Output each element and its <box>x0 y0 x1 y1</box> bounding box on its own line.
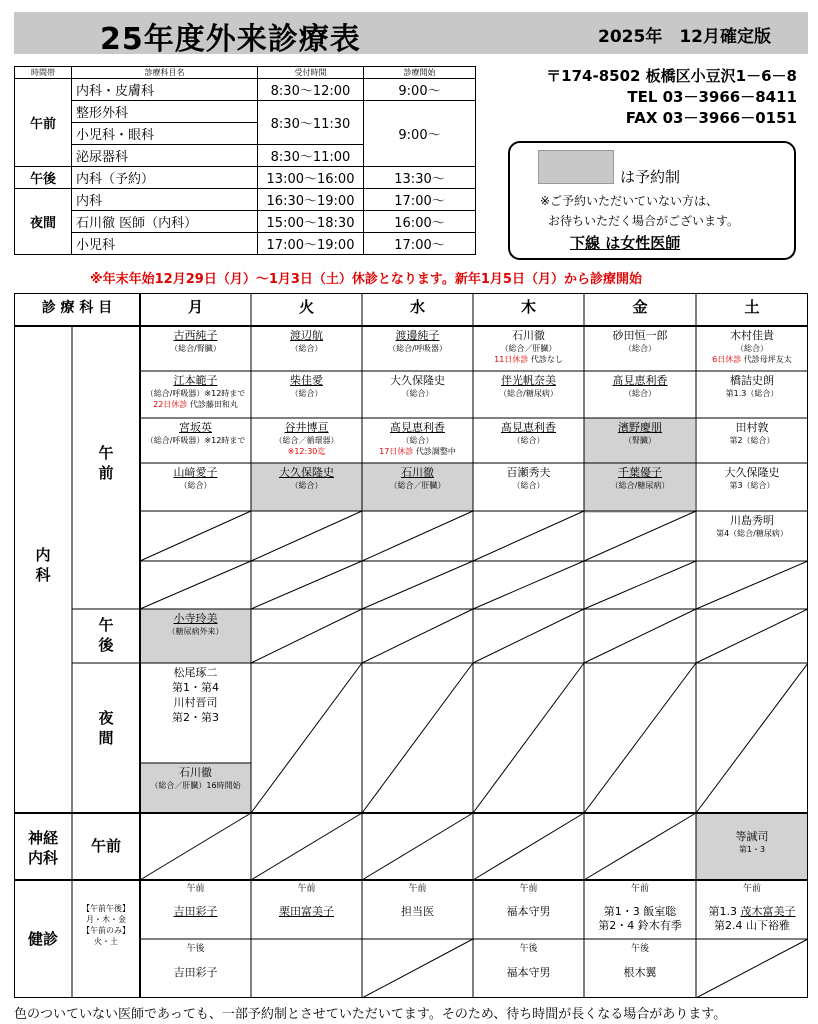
kenshin-doctor: 第1・3 飯室聡 第2・4 鈴木有季 <box>598 905 682 932</box>
footer-note: 色のついていない医師であっても、一部予約制とさせていただいてます。そのため、待ち時間が長くなる場合があります。 <box>14 1007 727 1022</box>
hours-dept: 内科（予約） <box>72 167 258 189</box>
address-fax: FAX 03－3966－0151 <box>625 109 797 127</box>
doctor-cell: 百瀬秀夫 （総合） <box>506 466 551 490</box>
grid-line <box>696 609 808 663</box>
doctor-cell: 千葉優子 （総合/糖尿病） <box>610 466 670 490</box>
doctor-cell: 渡邊純子 （総合/呼吸器） <box>388 329 447 353</box>
address-zip: 〒174-8502 板橋区小豆沢1－6－8 <box>546 67 797 85</box>
hours-start: 13:30～ <box>364 167 476 189</box>
doctor-cell: 大久保隆史 （総合） <box>390 374 445 398</box>
hours-header: 受付時間 <box>258 67 364 79</box>
grid-line <box>140 813 251 880</box>
day-header: 水 <box>409 298 425 316</box>
kenshin-doctor: 吉田彩子 <box>173 966 218 979</box>
kenshin-doctor: 根木翼 <box>623 966 657 979</box>
reservation-note: お待ちいただく場合がございます。 <box>548 214 740 228</box>
grid-line <box>584 511 696 561</box>
doctor-cell: 石川徹 （総合／肝臓） <box>389 466 446 490</box>
hours-time: 13:00～16:00 <box>258 167 364 189</box>
kenshin-am-label: 午前 <box>519 884 538 894</box>
grid-line <box>584 561 696 609</box>
grid-line <box>140 511 251 561</box>
hours-table <box>14 66 476 255</box>
kenshin-note: 【午前午後】 月・木・金 【午前のみ】 火・土 <box>82 904 130 946</box>
grid-line <box>251 609 362 663</box>
grid-line <box>140 561 251 609</box>
kenshin-am-label: 午前 <box>630 884 649 894</box>
hours-time: 16:30～19:00 <box>258 189 364 211</box>
hours-dept: 小児科・眼科 <box>72 123 258 145</box>
kenshin-am-label: 午前 <box>297 884 316 894</box>
doctor-cell: 濱野慶朋 （腎臓） <box>618 421 662 445</box>
day-header: 火 <box>298 298 314 316</box>
hours-dept: 内科 <box>72 189 258 211</box>
grid-line <box>251 561 362 609</box>
kenshin-am-label: 午前 <box>186 884 205 894</box>
reservation-note: ※ご予約いただいていない方は、 <box>540 194 719 208</box>
kenshin-doctor: 吉田彩子 <box>173 905 218 918</box>
doctor-cell: 松尾琢二 第1・第4 川村晋司 第2・第3 <box>172 666 219 724</box>
grid-line <box>362 663 473 813</box>
day-header: 木 <box>520 298 536 316</box>
period-pm-label: 午 後 <box>98 616 114 654</box>
doctor-cell: 髙見恵利香 （総合） <box>501 421 556 445</box>
doctor-cell: 伴光帆奈美 （総合/糖尿病） <box>499 374 558 398</box>
doctor-cell: 渡辺航 （総合） <box>290 329 323 353</box>
doctor-cell: 山﨑愛子 （総合） <box>173 466 218 490</box>
doctor-cell: 髙見恵利香 （総合） 17日休診 代診調整中 <box>379 421 456 456</box>
doctor-cell: 田村敦 第2（総合） <box>729 421 775 445</box>
kenshin-pm-label: 午後 <box>186 944 205 954</box>
doctor-cell: 江本範子 （総合/呼吸器）※12時まで 22日休診 代診藤田和丸 <box>145 374 246 409</box>
kenshin-am-label: 午前 <box>742 884 761 894</box>
period-am: 午前 <box>15 79 72 167</box>
kenshin-doctor: 福本守男 <box>506 966 551 979</box>
grid-line <box>251 511 362 561</box>
grid-line <box>473 609 584 663</box>
grid-line <box>362 813 473 880</box>
doctor-cell: 柴佳愛 （総合） <box>290 374 323 398</box>
doctor-cell: 髙見恵利香 （総合） <box>612 374 668 398</box>
grid-line <box>584 663 696 813</box>
grid-line <box>362 609 473 663</box>
doctor-cell: 小寺玲美 （糖尿病外来） <box>167 612 224 636</box>
grid-line <box>584 813 696 880</box>
hours-header: 時間帯 <box>15 67 72 79</box>
doctor-cell: 砂田恒一郎 （総合） <box>612 329 668 353</box>
doctor-cell: 石川徹 （総合／肝臓）16時開始 <box>150 766 241 790</box>
kenshin-pm-label: 午後 <box>630 944 649 954</box>
grid-line <box>362 561 473 609</box>
address-tel: TEL 03－3966－8411 <box>627 88 797 106</box>
hours-time: 8:30～11:00 <box>258 145 364 167</box>
hours-time: 8:30～11:30 <box>258 101 364 145</box>
holiday-notice: ※年末年始12月29日（月）～1月3日（土）休診となります。新年1月5日（月）から診療開始 <box>90 272 642 287</box>
doctor-cell: 石川徹 （総合／肝臓） 11日休診 代診なし <box>494 329 563 364</box>
section-internal: 内 科 <box>35 546 51 584</box>
hours-start: 17:00～ <box>364 189 476 211</box>
hours-start: 17:00～ <box>364 233 476 255</box>
hours-start: 9:00～ <box>364 79 476 101</box>
day-header: 月 <box>187 298 203 316</box>
neuro-am-label: 午前 <box>90 837 121 855</box>
hours-dept: 小児科 <box>72 233 258 255</box>
kenshin-doctor: 第1.3 茂木富美子 第2.4 山下裕雅 <box>708 905 796 932</box>
edition-label: 2025年 12月確定版 <box>598 27 771 47</box>
doctor-cell: 古西純子 （総合/腎臓） <box>170 329 221 353</box>
doctor-cell: 川島秀明 第4（総合/糖尿病） <box>716 514 788 538</box>
reservation-label: は予約制 <box>620 168 681 186</box>
doctor-cell: 木村佳貴 （総合） 6日休診 代診母坪友太 <box>712 329 792 364</box>
grid-line <box>362 939 473 998</box>
grid-line <box>473 561 584 609</box>
hours-time: 8:30～12:00 <box>258 79 364 101</box>
grid-line <box>696 663 808 813</box>
hours-header: 診療科目名 <box>72 67 258 79</box>
section-kenshin: 健診 <box>27 930 58 948</box>
grid-line <box>251 813 362 880</box>
period-am-label: 午 前 <box>98 444 114 482</box>
hours-header: 診療開始 <box>364 67 476 79</box>
day-header: 金 <box>632 298 648 316</box>
address-block <box>532 66 797 129</box>
grid-line <box>473 511 584 561</box>
grid-line <box>473 813 584 880</box>
doctor-cell: 等誠司 第1・3 <box>735 830 769 854</box>
grid-line <box>362 511 473 561</box>
period-pm: 午後 <box>15 167 72 189</box>
hours-dept: 泌尿器科 <box>72 145 258 167</box>
day-header: 土 <box>744 298 760 316</box>
hours-time: 17:00～19:00 <box>258 233 364 255</box>
doctor-cell: 大久保隆史 第3（総合） <box>724 466 780 490</box>
hours-dept: 石川徹 医師（内科） <box>72 211 258 233</box>
kenshin-doctor: 栗田富美子 <box>279 905 334 918</box>
section-neuro: 神経 内科 <box>27 829 58 867</box>
kenshin-pm-label: 午後 <box>519 944 538 954</box>
grid-line <box>696 939 808 998</box>
period-night-label: 夜 間 <box>98 709 114 747</box>
grid-line <box>251 663 362 813</box>
kenshin-doctor: 担当医 <box>401 905 434 918</box>
hours-start: 16:00～ <box>364 211 476 233</box>
doctor-cell: 橋詰史朗 第1.3（総合） <box>725 374 779 398</box>
grid-line <box>473 663 584 813</box>
grid-line <box>584 609 696 663</box>
hours-time: 15:00～18:30 <box>258 211 364 233</box>
period-night: 夜間 <box>15 189 72 255</box>
hours-start: 9:00～ <box>364 101 476 167</box>
reservation-swatch <box>538 150 614 184</box>
hours-dept: 内科・皮膚科 <box>72 79 258 101</box>
hours-dept: 整形外科 <box>72 101 258 123</box>
kenshin-doctor: 福本守男 <box>506 905 551 918</box>
grid-line <box>696 561 808 609</box>
female-doctor-legend: 下線 は女性医師 <box>570 234 681 252</box>
kenshin-am-label: 午前 <box>408 884 427 894</box>
page-title: 25年度外来診療表 <box>100 22 361 57</box>
schedule-table <box>14 293 808 998</box>
doctor-cell: 宮坂英 （総合/呼吸器）※12時まで <box>145 421 246 445</box>
dept-header: 診 療 科 目 <box>41 300 113 316</box>
doctor-cell: 大久保隆史 （総合） <box>279 466 334 490</box>
doctor-cell: 谷井博亘 （総合／循環器） ※12:30迄 <box>274 421 339 456</box>
